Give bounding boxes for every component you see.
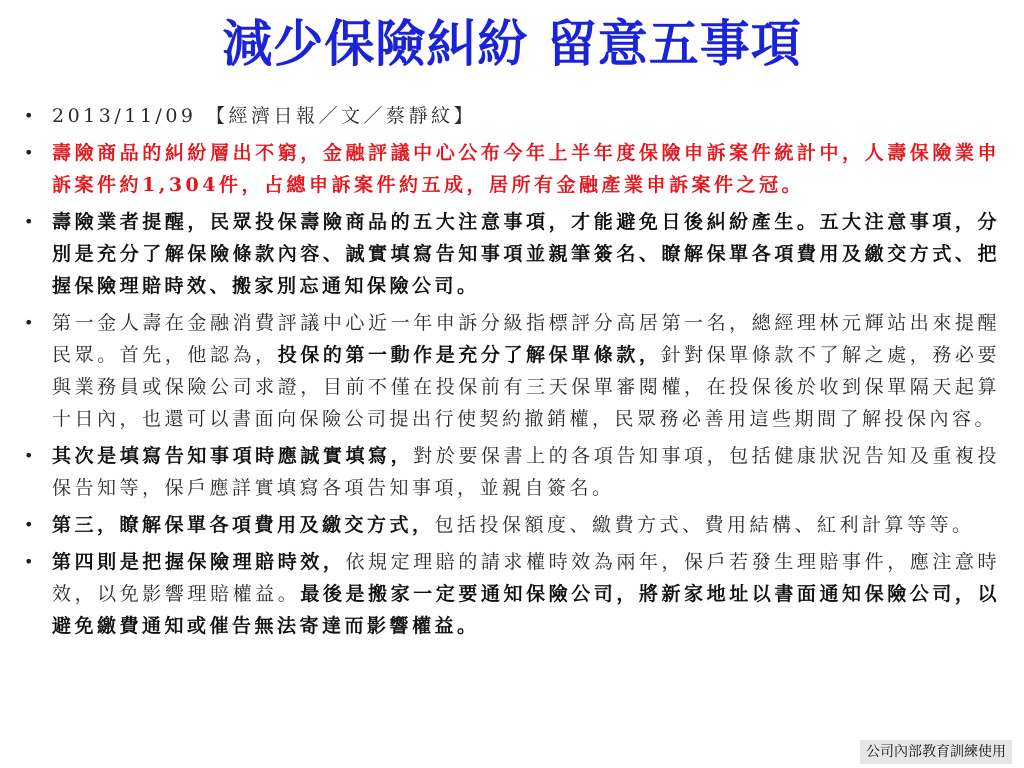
- bullet-text-segment: 投保的第一動作是充分了解保單條款，: [277, 344, 662, 366]
- bullet-text-segment: 第四則是把握保險理賠時效，: [52, 551, 346, 573]
- bullet-text-segment: 針對保單條款不了解之處，務必要與業務員或保險公司求證，目前不僅在投保前有三天保單審閱權，在投保後於收到保單隔天起算十日內，也還可以書面向保險公司提出行使契約撤銷權，民眾務必善用這些期間了解投保內容。: [52, 344, 1000, 430]
- bullet-item: [22, 509, 1000, 541]
- bullet-item: [22, 546, 1000, 642]
- bullet-dot-icon: •: [24, 106, 37, 125]
- bullet-item: [22, 137, 1000, 201]
- bullet-text-segment: 依規定理賠的請求權時效為兩年，保戶若發生理賠事件，應注意時效，以免影響理賠權益。: [52, 551, 1000, 605]
- internal-use-watermark: 公司內部教育訓練使用: [860, 740, 1012, 764]
- bullet-text-segment: 2013/11/09 【經濟日報／文／蔡靜紋】: [52, 105, 477, 127]
- bullet-text-segment: 其次是填寫告知事項時應誠實填寫，: [52, 445, 414, 467]
- bullet-text-segment: 第一金人壽在金融消費評議中心近一年申訴分級指標評分高居第一名，總經理林元輝站出來提醒民眾。首先，他認為，: [52, 312, 1000, 366]
- bullet-item: [22, 100, 1000, 132]
- bullet-text-segment: 壽險商品的糾紛層出不窮，金融評議中心公布今年上半年度保險申訴案件統計中，人壽保險業申訴案件約1,304件，占總申訴案件約五成，居所有金融產業申訴案件之冠。: [52, 142, 1000, 196]
- bullet-list: [22, 100, 1000, 647]
- bullet-dot-icon: •: [24, 143, 37, 162]
- bullet-text-segment: 對於要保書上的各項告知事項，包括健康狀況告知及重複投保告知等，保戶應詳實填寫各項告知事項，並親自簽名。: [52, 445, 1000, 499]
- bullet-dot-icon: •: [24, 446, 37, 465]
- bullet-item: [22, 440, 1000, 504]
- bullet-dot-icon: •: [24, 552, 37, 571]
- slide-title: 減少保險糾紛 留意五事項: [222, 15, 802, 73]
- bullet-dot-icon: •: [24, 313, 37, 332]
- bullet-text-segment: 包括投保額度、繳費方式、費用結構、紅利計算等等。: [434, 514, 975, 536]
- bullet-text-segment: 第三，瞭解保單各項費用及繳交方式，: [52, 514, 435, 536]
- bullet-item: [22, 307, 1000, 435]
- bullet-dot-icon: •: [24, 515, 37, 534]
- bullet-text-segment: 最後是搬家一定要通知保險公司，將新家地址以書面通知保險公司，以避免繳費通知或催告無法寄達而影響權益。: [52, 583, 1000, 637]
- bullet-dot-icon: •: [24, 212, 37, 231]
- bullet-item: [22, 206, 1000, 302]
- bullet-text-segment: 壽險業者提醒，民眾投保壽險商品的五大注意事項，才能避免日後糾紛產生。五大注意事項，分別是充分了解保險條款內容、誠實填寫告知事項並親筆簽名、瞭解保單各項費用及繳交方式、把握保險理賠時效、搬家別忘通知保險公司。: [52, 211, 1000, 297]
